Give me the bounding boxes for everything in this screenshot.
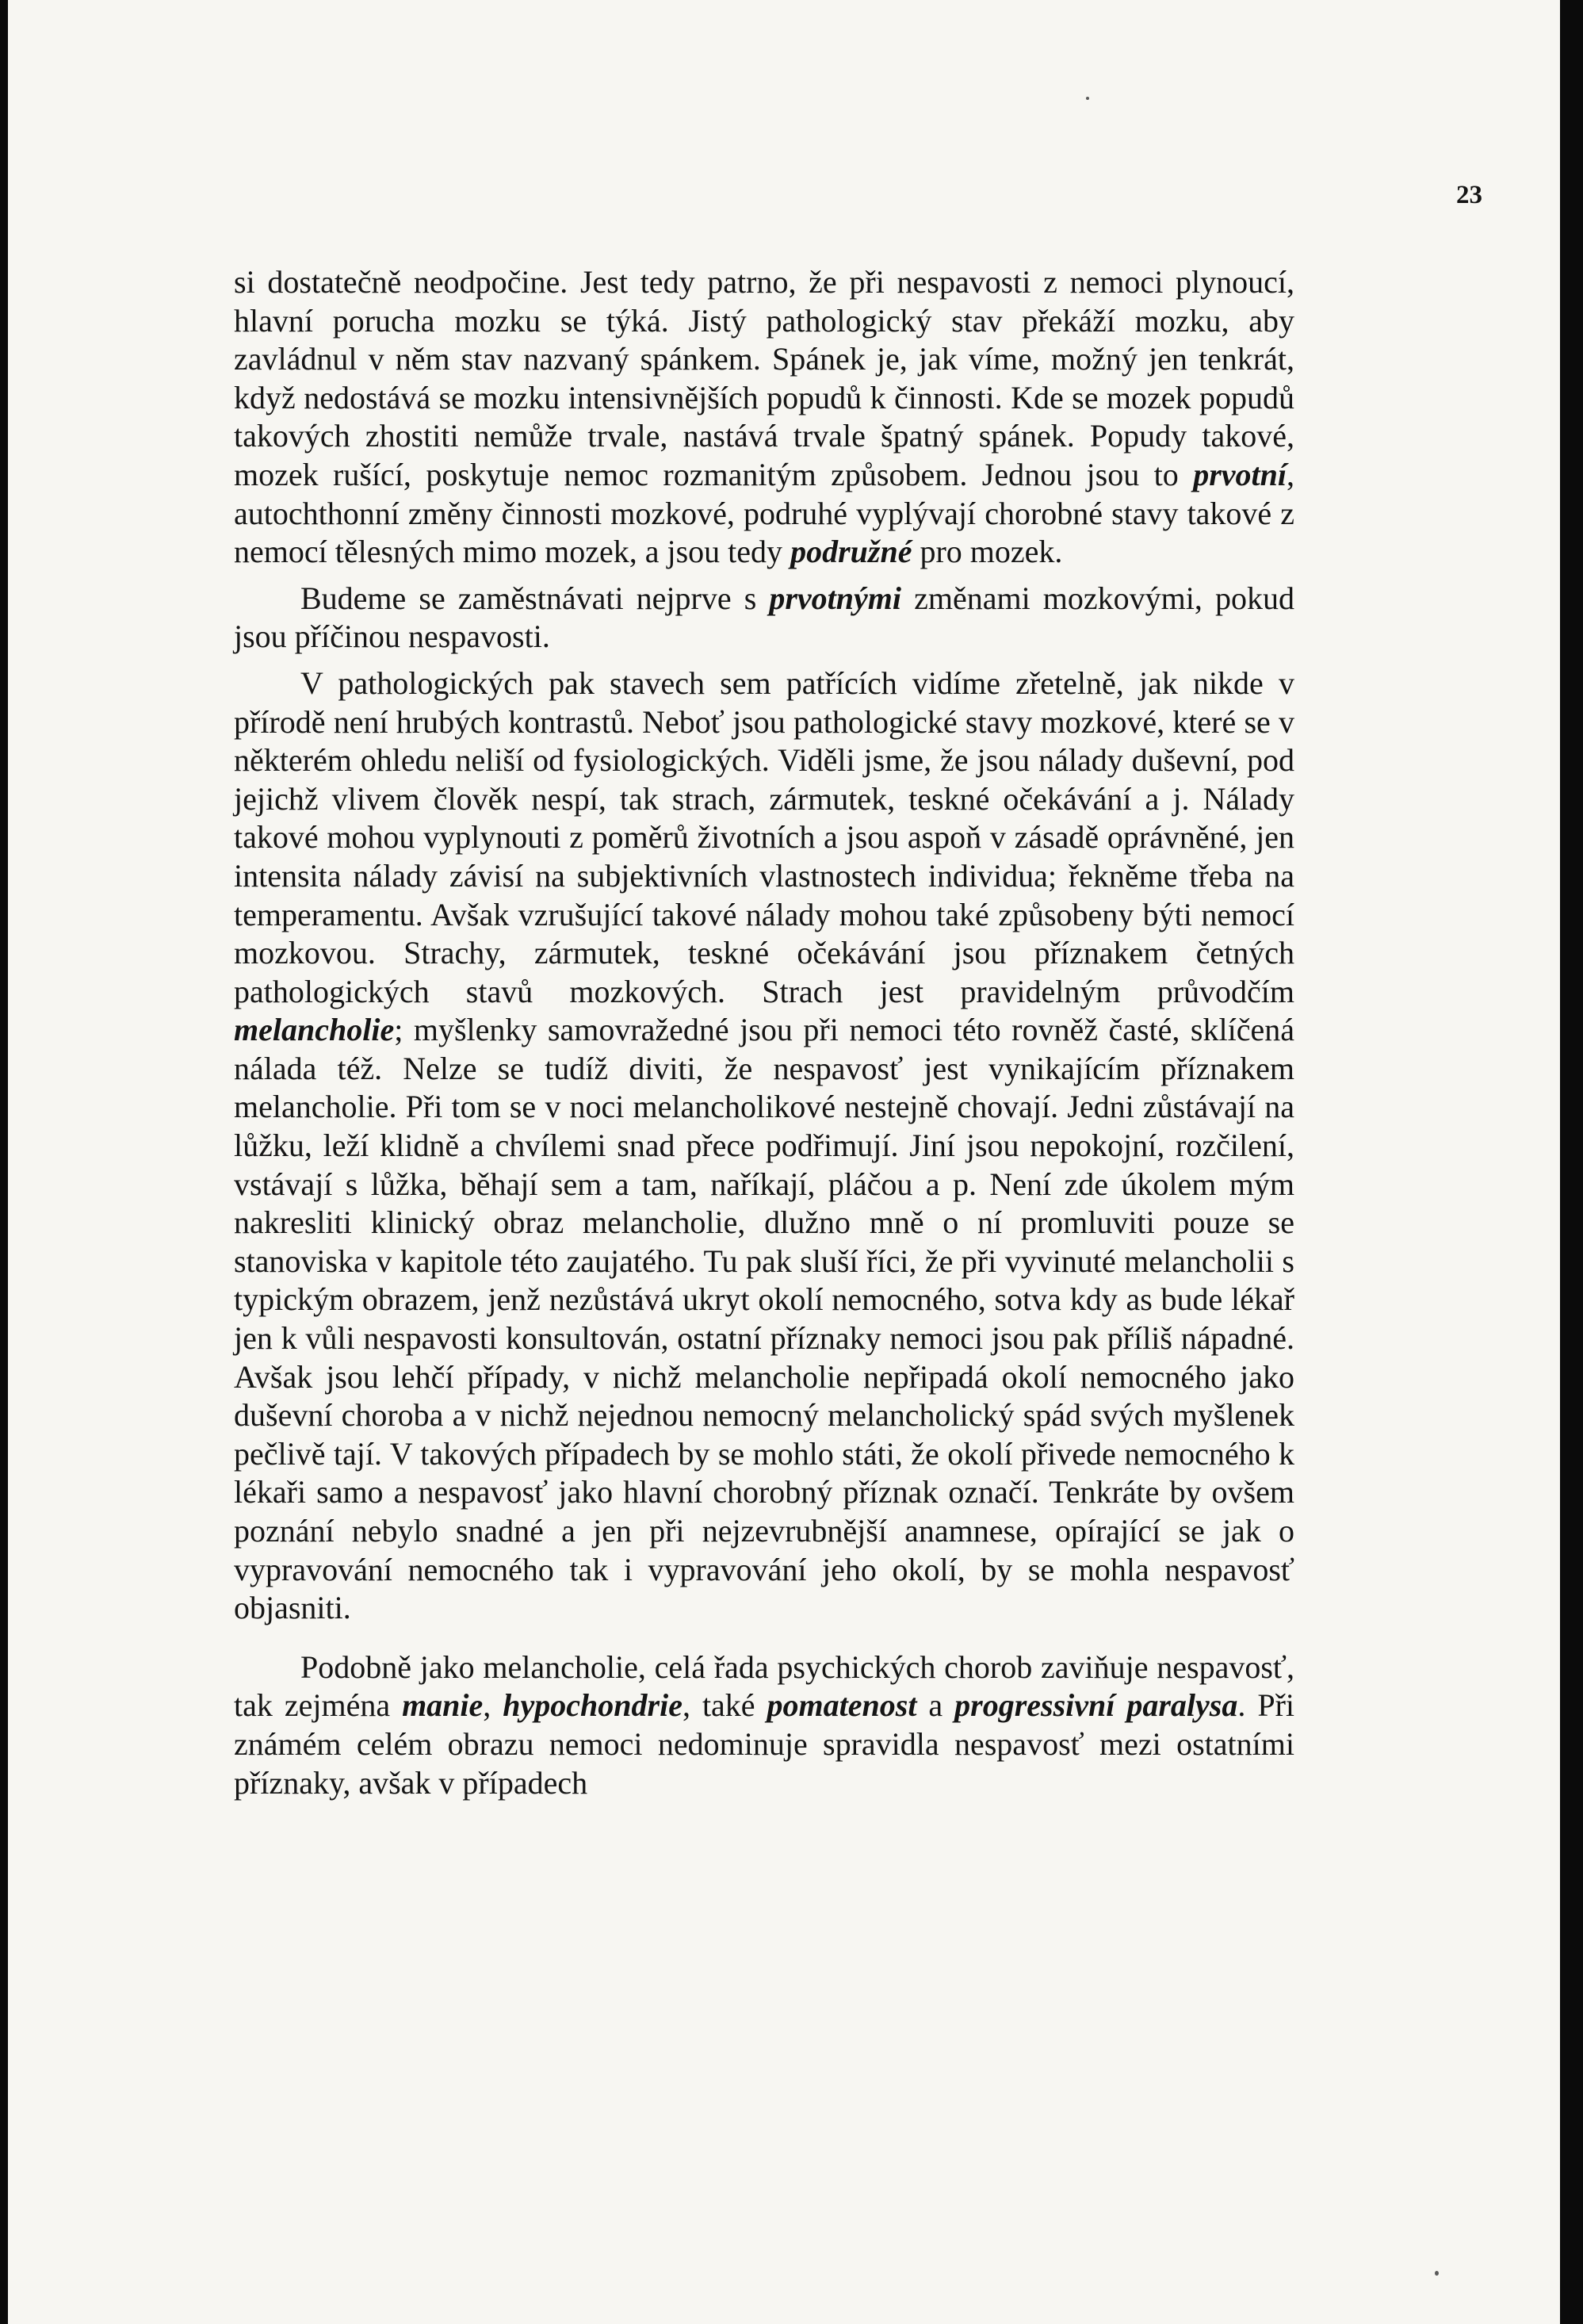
text-run: . Při známém celém obrazu nemoci nedominuje spravidla nespavosť mezi ostatními příznaky, avšak v případech	[234, 1687, 1295, 1801]
text-run: ,	[483, 1687, 503, 1724]
paragraph-1	[234, 263, 1294, 572]
paragraph-4	[234, 1648, 1294, 1802]
text-run: Podobně jako melancholie, celá řada psychických chorob zaviňuje nespavosť, tak zejména	[234, 1648, 1294, 1724]
italic-term: hypochondrie	[503, 1687, 683, 1724]
italic-term: manie	[402, 1687, 484, 1724]
italic-term: prvotnými	[769, 580, 902, 616]
book-page	[8, 0, 1560, 2324]
paragraph-2	[234, 580, 1294, 657]
italic-term: pomatenost	[767, 1687, 917, 1724]
text-run: si dostatečně neodpočine. Jest tedy patrno, že při nespavosti z nemoci plynoucí, hlavní porucha mozku se týká. Jistý pathologický stav překáží mozku, aby zavládnul v něm stav nazvaný spánkem. Spánek je, jak víme, možný jen tenkrát, když nedostává se mozku intensivnějších popudů k činnosti. Kde se mozek popudů takových zhostiti nemůže trvale, nastává trvale špatný spánek. Popudy takové, mozek rušící, poskytuje nemoc rozmanitým způsobem. Jednou jsou to	[234, 264, 1294, 492]
paragraph-3	[234, 664, 1294, 1628]
text-run: Budeme se zaměstnávati nejprve s	[300, 580, 770, 616]
text-run: změnami mozkovými, pokud jsou příčinou nespavosti.	[234, 580, 1294, 655]
text-run: ; myšlenky samovražedné jsou při nemoci této rovněž časté, sklíčená nálada též. Nelze se tudíž diviti, že nespavosť jest vynikajícím příznakem melancholie. Při tom se v noci melancholikové nestejně chovají. Jedni zůstávají na lůžku, leží klidně a chvílemi snad přece podřimují. Jiní jsou nepokojní, rozčilení, vstávají s lůžka, běhají sem a tam, naříkají, pláčou a p. Není zde úkolem mým nakresliti klinický obraz melancholie, dlužno mně o ní promluviti pouze se stanoviska v kapitole této zaujatého. Tu pak sluší říci, že při vyvinuté melancholii s typickým obrazem, jenž nezůstává ukryt okolí nemocného, sotva kdy as bude lékař jen k vůli nespavosti konsultován, ostatní příznaky nemoci jsou pak příliš nápadné. Avšak jsou lehčí případy, v nichž melancholie nepřipadá okolí nemocného jako duševní choroba a v nichž nejednou nemocný melancholický spád svých myšlenek pečlivě tají. V takových případech by se mohlo státi, že okolí přivede nemocného k lékaři samo a nespavosť jako hlavní chorobný příznak označí. Tenkráte by ovšem poznání nebylo snadné a jen při nejzevrubnější anamnese, opírající se jak o vypravování nemocného tak i vypravování jeho okolí, by se mohla nespavosť objasniti.	[234, 1012, 1294, 1626]
italic-term: podružné	[790, 534, 912, 570]
italic-term: prvotní	[1193, 456, 1287, 492]
body-text	[234, 263, 1294, 1802]
text-run: , autochthonní změny činnosti mozkové, podruhé vyplývají chorobné stavy takové z nemocí tělesných mimo mozek, a jsou tedy	[234, 456, 1294, 570]
italic-term: progressivní paralysa	[954, 1687, 1238, 1724]
page-number: 23	[1456, 181, 1482, 209]
paper-speck	[1086, 97, 1089, 100]
text-run: V pathologických pak stavech sem patřících vidíme zřetelně, jak nikde v přírodě není hrubých kontrastů. Neboť jsou pathologické stavy mozkové, které se v některém ohledu neliší od fysiologických. Viděli jsme, že jsou nálady duševní, pod jejichž vlivem člověk nespí, tak strach, zármutek, teskné očekávání a j. Nálady takové mohou vyplynouti z poměrů životních a jsou aspoň v zásadě oprávněné, jen intensita nálady závisí na subjektivních vlastnostech individua; řekněme třeba na temperamentu. Avšak vzrušující takové nálady mohou také způsobeny býti nemocí mozkovou. Strachy, zármutek, teskné očekávání jsou příznakem četných pathologických stavů mozkových. Strach jest pravidelným průvodčím	[234, 664, 1294, 1009]
paper-speck	[1435, 2271, 1439, 2276]
italic-term: melancholie	[234, 1012, 395, 1048]
text-run: a	[916, 1687, 955, 1724]
text-run: pro mozek.	[912, 534, 1063, 570]
text-run: , také	[682, 1687, 767, 1724]
